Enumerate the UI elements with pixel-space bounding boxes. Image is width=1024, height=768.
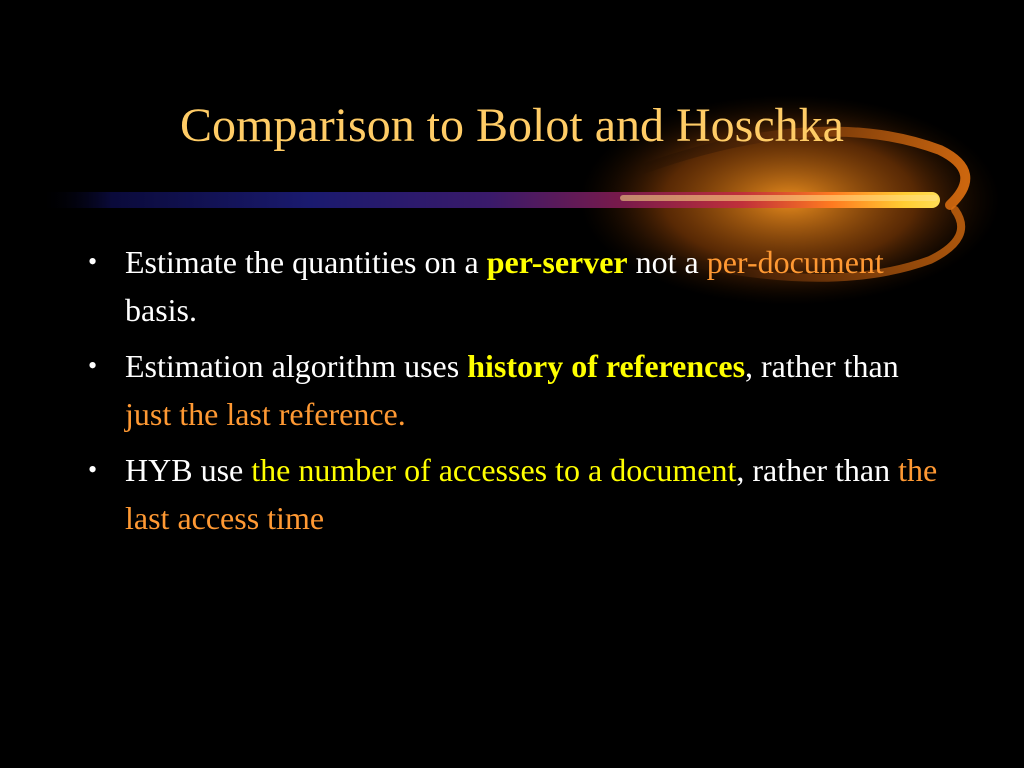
bullet-item bbox=[88, 238, 948, 334]
bullet-dot-icon: • bbox=[88, 351, 98, 380]
swoosh-bar-highlight bbox=[620, 195, 938, 201]
bullet-item bbox=[88, 446, 948, 542]
bullet-text-plain: HYB use bbox=[125, 452, 252, 488]
bullet-text-highlight: the number of accesses to a document bbox=[251, 452, 737, 488]
bullet-text-plain: basis. bbox=[125, 292, 197, 328]
bullet-text-plain: , rather than bbox=[745, 348, 899, 384]
bullet-text-plain: , rather than bbox=[736, 452, 899, 488]
bullet-item bbox=[88, 342, 948, 438]
bullet-text-highlight: per-document bbox=[706, 244, 884, 280]
bullet-text-highlight: just the last reference. bbox=[125, 396, 406, 432]
bullet-list bbox=[88, 238, 948, 550]
bullet-dot-icon: • bbox=[88, 455, 98, 484]
bullet-dot-icon: • bbox=[88, 247, 98, 276]
bullet-text-plain: not a bbox=[627, 244, 707, 280]
slide-title: Comparison to Bolot and Hoschka bbox=[180, 99, 844, 152]
bullet-text-plain: Estimation algorithm uses bbox=[125, 348, 468, 384]
bullet-text-highlight: the last access time bbox=[125, 452, 938, 536]
bullet-text-emphasis: history of references bbox=[467, 348, 746, 384]
bullet-text-emphasis: per-server bbox=[486, 244, 628, 280]
bullet-text-plain: Estimate the quantities on a bbox=[125, 244, 487, 280]
